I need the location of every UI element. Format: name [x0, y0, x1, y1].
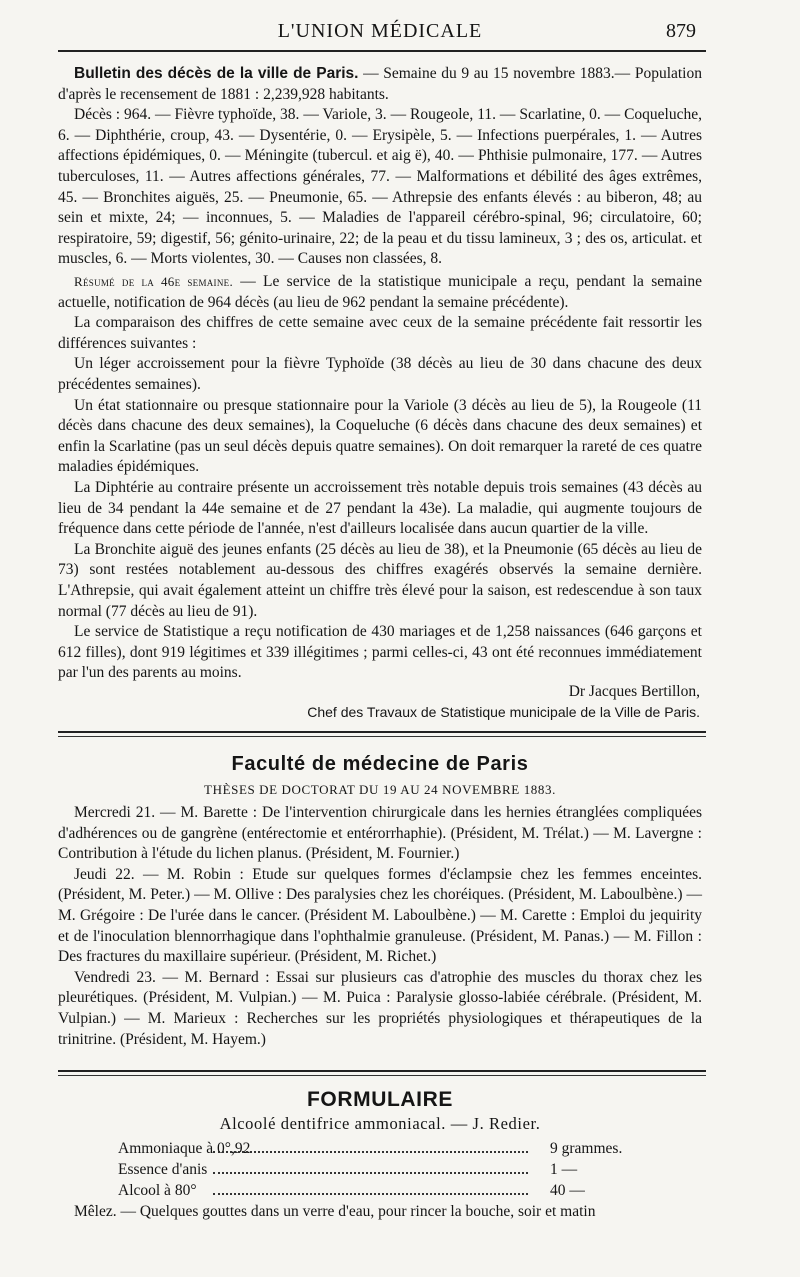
- section-rule: [58, 731, 706, 733]
- resume-section: [58, 272, 702, 684]
- ingredient-name: Essence d'anis: [118, 1161, 208, 1178]
- resume-intro: [58, 272, 702, 313]
- ingredient-qty: 1 —: [550, 1161, 578, 1178]
- resume-p3: Un léger accroissement pour la fièvre Typhoïde (38 décès au lieu de 30 dans chacune des deux précédentes semaines).: [58, 355, 702, 393]
- resume-label: Résumé de la 46e semaine.: [74, 274, 233, 289]
- signature-name: Dr Jacques Bertillon,: [568, 683, 700, 700]
- resume-p4: Un état stationnaire ou presque stationnaire pour la Variole (3 décès au lieu de 5), la Rougeole (11 décès dans chacune des deux semaines), la Coqueluche (6 décès dans chacune des deux semaines) et enfin la Scarlatine (pas un seul décès depuis quatre semaines). On doit remarquer la rareté de ces quatre maladies épidémiques.: [58, 396, 702, 476]
- resume-p1: — Le service de la statistique municipale a reçu, pendant la semaine actuelle, notification de 964 décès (au lieu de 962 pendant la semaine précédente).: [58, 273, 702, 311]
- bulletin-title: Bulletin des décès de la ville de Paris.: [74, 65, 359, 82]
- bulletin-body: — Semaine du 9 au 15 novembre 1883.— Population d'après le recensement de 1881 : 2,239,928 habitants.: [58, 65, 702, 103]
- resume-p2: La comparaison des chiffres de cette semaine avec ceux de la semaine précédente fait ressortir les différences suivantes :: [58, 314, 702, 352]
- formulaire-rule: [58, 1070, 706, 1072]
- formulaire-title: FORMULAIRE: [307, 1088, 453, 1111]
- resume-p6: La Bronchite aiguë des jeunes enfants (25 décès au lieu de 38), et la Pneumonie (65 décès au lieu de 73) sont restées notablement au-dessous des chiffres exagérés observés la semaine dernière. L'Athrepsie, qui avait également atteint un chiffre très élevé pour la saison, est redescendue à son taux normal (77 décès au lieu de 91).: [58, 540, 702, 620]
- bulletin-section: [58, 64, 702, 270]
- page-number: 879: [666, 20, 696, 42]
- dot-leader: [213, 1172, 528, 1174]
- running-title: L'UNION MÉDICALE: [277, 20, 483, 42]
- page-header: [60, 18, 700, 48]
- theses-vendredi: Vendredi 23. — M. Bernard : Essai sur plusieurs cas d'atrophie des muscles du thorax chez les pleurétiques. (Président, M. Vulpian.) — M. Puica : Paralysie glosso-labiée cérébrale. (Président, M. Vulpian.) — M. Marieux : Recherches sur les propriétés physiologiques et thérapeutiques de la trinitrine. (Président, M. Hayem.): [58, 968, 702, 1048]
- faculte-title: Faculté de médecine de Paris: [231, 753, 529, 775]
- resume-p5: La Diphtérie au contraire présente un accroissement très notable depuis trois semaines (43 décès au lieu de 34 pendant la 44e semaine et de 27 pendant la 43e). La maladie, qui augmente toujours de fréquence dans cette période de l'année, n'est d'ailleurs localisée dans aucun quartier de la ville.: [58, 478, 702, 538]
- faculte-subtitle: THÈSES DE DOCTORAT DU 19 AU 24 NOVEMBRE 1883.: [204, 782, 556, 797]
- bulletin-details: Décès : 964. — Fièvre typhoïde, 38. — Variole, 3. — Rougeole, 11. — Scarlatine, 0. — Coqueluche, 6. — Diphthérie, croup, 43. — Dysentérie, 0. — Erysipèle, 5. — Infections puerpérales, 1. — Autres affections épidémiques, 0. — Méningite (tubercul. et aig ë), 40. — Phthisie pulmonaire, 177. — Autres tuberculoses, 11. — Autres affections générales, 77. — Malformations et débilité des âges extrêmes, 45. — Bronchites aiguës, 25. — Pneumonie, 65. — Athrepsie des enfants élevés : au biberon, 48; au sein et mixte, 24; — inconnues, 5. — Maladies de l'appareil cérébro-spinal, 96; circulatoire, 60; respiratoire, 59; digestif, 56; génito-urinaire, 22; de la peau et du tissu lamineux, 3 ; des os, articulat. et muscles, 6. — Morts violentes, 30. — Causes non classées, 8.: [58, 106, 702, 268]
- resume-p7: Le service de Statistique a reçu notification de 430 mariages et de 1,258 naissances (646 garçons et 612 filles), dont 919 légitimes et 339 illégitimes ; parmi celles-ci, 43 ont été reconnues immédiatement par l'un des parents au moins.: [58, 623, 702, 682]
- dot-leader: [213, 1151, 528, 1153]
- theses-list: [58, 803, 702, 1050]
- bulletin-paragraph: [58, 64, 702, 105]
- formulaire-instructions: [58, 1202, 702, 1223]
- theses-mercredi: Mercredi 21. — M. Barette : De l'intervention chirurgicale dans les hernies étranglées compliquées d'adhérences ou de gangrène (entérectomie et entérorrhaphie). (Président, M. Trélat.) — M. Lavergne : Contribution à l'étude du lichen planus. (Président, M. Fournier.): [58, 804, 702, 863]
- header-rule: [58, 50, 706, 52]
- dot-leader: [213, 1193, 528, 1195]
- signature-role: Chef des Travaux de Statistique municipale de la Ville de Paris.: [307, 704, 700, 720]
- section-rule-thin: [58, 736, 706, 737]
- recipe-title: Alcoolé dentifrice ammoniacal. — J. Redier.: [219, 1114, 541, 1133]
- theses-jeudi: Jeudi 22. — M. Robin : Etude sur quelques formes d'éclampsie chez les femmes enceintes. (Président, M. Peter.) — M. Ollive : Des paralysies chez les choréiques. (Président, M. Laboulbène.) — M. Grégoire : De l'urée dans le cancer. (Président M. Laboulbène.) — M. Carette : Emploi du jequirity et de l'inoculation blennorrhagique dans l'ophthalmie granuleuse. (Président, M. Panas.) — M. Fillon : Des fractures du maxillaire supérieur. (Président, M. Richet.): [58, 865, 702, 966]
- signature-block: [58, 682, 700, 722]
- ingredient-qty: 9 grammes.: [550, 1140, 623, 1157]
- instructions-text: Mêlez. — Quelques gouttes dans un verre d'eau, pour rincer la bouche, soir et matin: [74, 1203, 596, 1220]
- ingredient-name: Ammoniaque à 0°,92: [118, 1140, 251, 1157]
- ingredient-name: Alcool à 80°: [118, 1182, 197, 1199]
- ingredient-qty: 40 —: [550, 1182, 585, 1199]
- formulaire-rule-thin: [58, 1075, 706, 1076]
